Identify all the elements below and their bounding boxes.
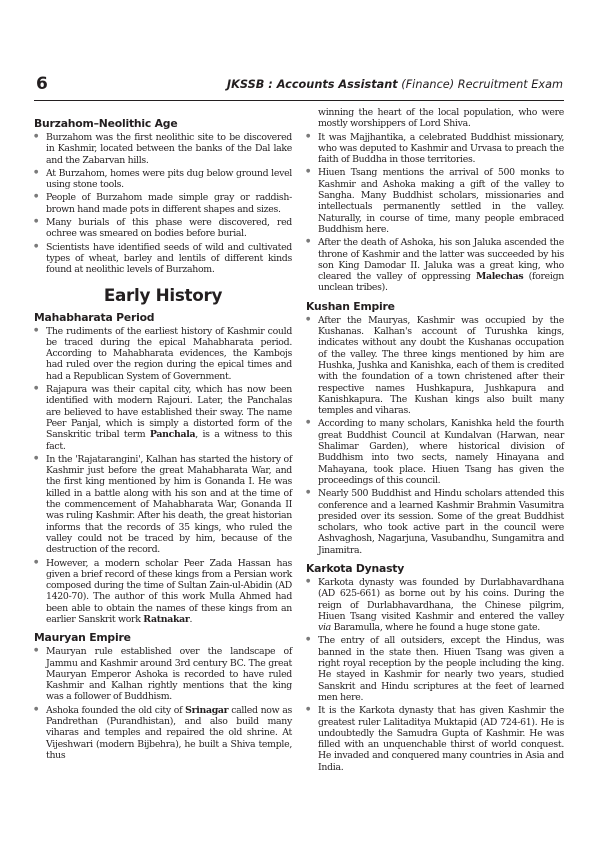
list-item: ● Hiuen Tsang mentions the arrival of 500 monks to Kashmir and Ashoka making a gift of the valley to Sangha. Many Buddhist scholars, missionaries and intellectuals permanently settled in the valley. Naturally, in course of time, many people embraced Buddhism here. [306,167,564,235]
list-item: ● It was Majjhantika, a celebrated Buddhist missionary, who was deputed to Kashmir and Urvasa to preach the faith of Buddha in those territories. [306,132,564,166]
text-run: called now as Pandrethan (Purandhistan), and also build many viharas and temples and repaired the old shrine. At Vijeshwari (modern Bijbehra), he built a Shiva temple, thus [46,704,292,761]
section-title-mahabharata: Mahabharata Period [34,310,155,324]
list-item [34,705,292,761]
term-via: via [318,622,331,634]
section-title-kushan: Kushan Empire [306,299,395,313]
list-item [306,237,564,293]
header-title-bold: JKSSB : Accounts Assistant [226,78,398,91]
text-run: , is a witness to this fact. [46,429,293,452]
text-run: Karkota dynasty was founded by Durlabhavardhana (AD 625-661) as borne out by his coins. During the reign of Durlabhavardhana, the Chinese pilgrim, Hiuen Tsang visited Kashmir and entered the valley [318,576,564,622]
burzahom-list [34,132,292,276]
header-rule [34,100,564,101]
list-item: ● Many burials of this phase were discovered, red ochree was smeared on bodies before burial. [34,217,292,240]
running-header [227,77,563,92]
section-title-burzahom: Burzahom–Neolithic Age [34,117,178,130]
list-item: ● According to many scholars, Kanishka held the fourth great Buddhist Council at Kundalvan (Harwan, near Shalimar Garden), where historical division of Buddhism into two sects, namely Hinayana and Mahayana, took place. Hiuen Tsang has given the proceedings of this council. [306,418,564,486]
list-item: ● People of Burzahom made simple gray or raddish- brown hand made pots in different shapes and sizes. [34,192,292,215]
list-item [306,577,564,633]
kushan-list [306,315,564,556]
right-column [306,107,564,773]
text-run: Baramulla, where he found a huge stone gate. [330,622,540,634]
list-item [34,558,292,626]
list-item: ● It is the Karkota dynasty that has given Kashmir the greatest ruler Lalitaditya Muktapid (AD 724-61). He is undoubtedly the Samudra Gupta of Kashmir. He was filled with an unquenchable thirst of world conquest. He invaded and conquered many countries in Asia and India. [306,705,564,773]
list-item: ● After the Mauryas, Kashmir was occupied by the Kushanas. Kalhan's account of Turushka kings, indicates without any doubt the Kushanas occupation of the valley. The three kings mentioned by him are Hushka, Jushka and Kanishka, each of them is credited with the foundation of a town christened after their respective names Hushkapura, Jushkapura and Kanishkapura. The Kushan kings also built many temples and viharas. [306,315,564,417]
list-item: ● At Burzahom, homes were pits dug below ground level using stone tools. [34,168,292,191]
karkota-list [306,577,564,773]
list-item: ● The entry of all outsiders, except the Hindus, was banned in the state then. Hiuen Tsang was given a right royal reception by the people including the king. He stayed in Kashmir for nearly two years, studied Sanskrit and Hindu scriptures at the feet of learned men here. [306,635,564,703]
term-ratnakar: Ratnakar [143,613,190,625]
mauryan-list [34,646,292,761]
mauryan-list-continued [306,107,564,294]
text-run: (foreign unclean tribes). [318,271,564,294]
list-item-continued: winning the heart of the local population, who were mostly worshippers of Lord Shiva. [318,107,564,130]
list-item: ● Mauryan rule established over the landscape of Jammu and Kashmir around 3rd century BC. The great Mauryan Emperor Ashoka is recorded to have ruled Kashmir and Kalhan rightly mentions that the king was a follower of Buddhism. [34,646,292,702]
mahabharata-list [34,326,292,626]
chapter-title: Early History [103,284,223,305]
list-item: ● The rudiments of the earliest history of Kashmir could be traced during the epical Mahabharata period. According to Mahabharata evidences, the Kambojs had ruled over the region during the epical times and had a Republican System of Government. [34,326,292,382]
term-malechas: Malechas [476,271,524,283]
term-panchala: Panchala [149,429,196,441]
list-item [34,384,292,452]
list-item: ● Burzahom was the first neolithic site to be discovered in Kashmir, located between the banks of the Dal lake and the Zabarvan hills. [34,132,292,166]
text-run: However, a modern scholar Peer Zada Hassan has given a brief record of these kings from a Persian work composed during the time of Sultan Zain-ul-Abidin (AD 1420-70). The author of this work Mulla Ahmed had been able to obtain the names of these kings from an earlier Sanskrit work [46,557,292,625]
section-title-mauryan: Mauryan Empire [34,631,131,645]
text-run: Rajapura was their capital city, which has now been identified with modern Rajouri. Later, the Panchalas are believed to have established their sway. The name Peer Panjal, which is simply a distorted form of the Sanskritic tribal term [46,384,292,441]
list-item: ● Scientists have identified seeds of wild and cultivated types of wheat, barley and lentils of different kinds found at neolithic levels of Burzahom. [34,242,292,276]
list-item: ● Nearly 500 Buddhist and Hindu scholars attended this conference and a learned Kashmir Brahmin Vasumitra presided over its session. Some of the great Buddhist scholars, who took active part in the council were Ashvaghosh, Nagarjuna, Vasubandhu, Sungamitra and Jinamitra. [306,488,564,556]
page-number: 6 [36,74,48,94]
header-title-italic: (Finance) Recruitment Exam [401,78,563,91]
list-item: ● In the 'Rajatarangini', Kalhan has started the history of Kashmir just before the great Mahabharata War, and the first king mentioned by him is Gonanda I. He was killed in a battle along with his son and at the time of the commencement of Mahabharata War, Gonanda II was ruling Kashmir. After his death, the great historian informs that the records of 35 kings, who ruled the valley could not be traced by him, because of the destruction of the record. [34,454,292,556]
section-title-karkota: Karkota Dynasty [306,561,405,575]
text-run: . [189,613,193,625]
text-run: Ashoka founded the old city of [46,704,186,716]
text-run: After the death of Ashoka, his son Jaluka ascended the throne of Kashmir and the latter was succeeded by his son King Damodar II. Jaluka was a great king, who cleared the valley of oppressing [318,237,564,283]
term-srinagar: Srinagar [185,704,229,716]
left-column [34,107,292,761]
